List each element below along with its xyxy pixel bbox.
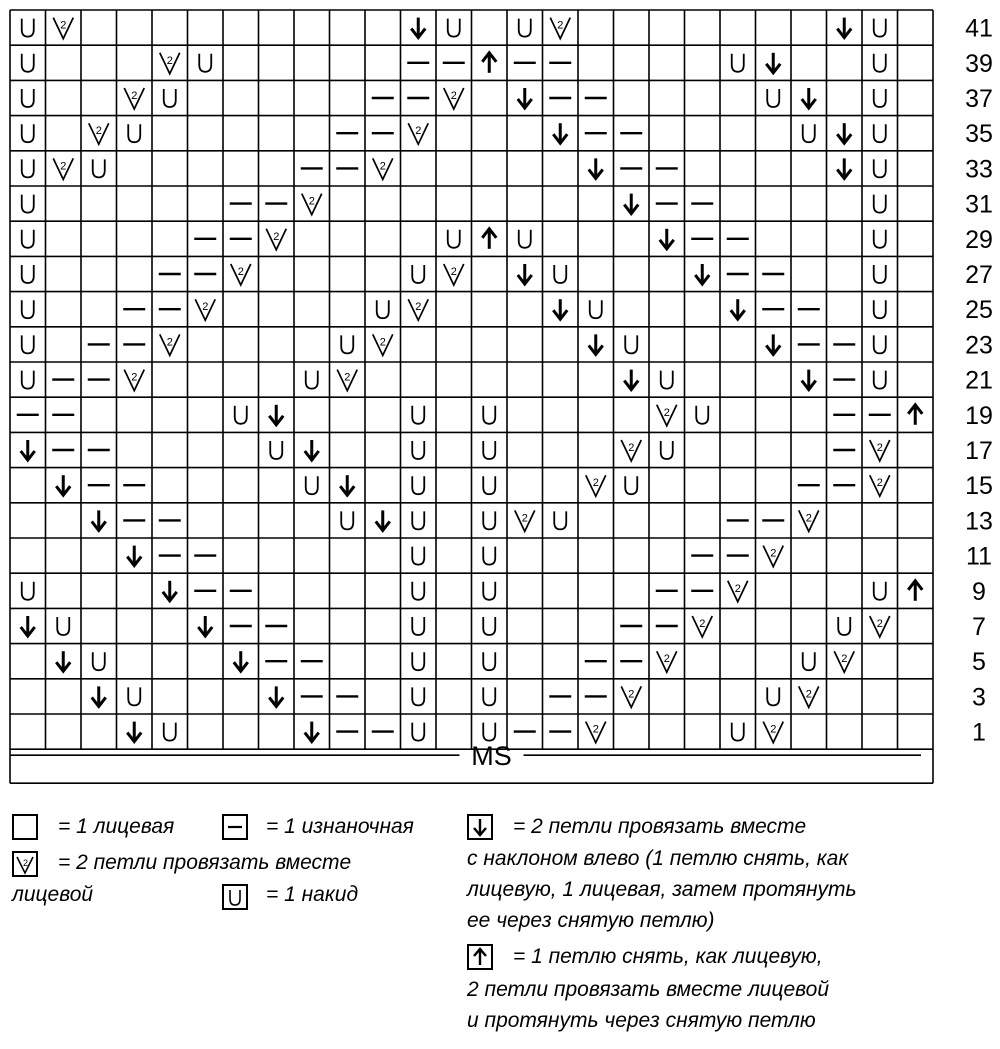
row-number: 5 [972,648,986,677]
svg-text:2: 2 [450,266,457,278]
yarn-over-symbol [625,335,637,353]
yarn-over-symbol [412,617,424,635]
yarn-over-symbol [483,441,495,459]
yarn-over-symbol [483,582,495,600]
svg-text:2: 2 [131,371,138,384]
svg-text:2: 2 [237,266,244,278]
yarn-over-symbol [22,265,34,283]
legend-k2tog-box [12,851,38,877]
yarn-over-symbol [554,265,566,283]
row-number: 33 [965,155,993,184]
yarn-over-symbol [128,124,140,142]
ssk-arrow-down [553,123,567,143]
yarn-over-symbol [448,19,460,37]
k2tog-symbol [124,370,144,391]
svg-text:2: 2 [521,512,528,525]
sk2p-arrow-up [908,581,922,601]
svg-text:2: 2 [273,230,280,243]
ssk-arrow-down [802,88,816,108]
k2tog-symbol [124,88,144,109]
ssk-arrow-down [411,18,425,38]
yarn-over-symbol [874,265,886,283]
k2tog-symbol [763,546,783,567]
legend-purl-box [222,814,248,840]
k2tog-symbol [444,264,464,285]
yarn-over-symbol [483,687,495,705]
yarn-over-symbol [412,687,424,705]
yarn-over-symbol [767,89,779,107]
row-number: 35 [965,120,993,149]
yarn-over-symbol [22,371,34,389]
svg-text:2: 2 [344,371,351,384]
svg-text:2: 2 [592,477,599,490]
yarn-over-icon [224,886,246,908]
yarn-over-symbol [696,406,708,424]
yarn-over-symbol [874,19,886,37]
row-number: 21 [965,366,993,395]
legend-k2tog-text-2: лицевой [12,883,94,906]
svg-text:2: 2 [734,582,741,595]
yarn-over-symbol [412,265,424,283]
ssk-arrow-down [56,475,70,495]
svg-text:2: 2 [202,301,209,314]
yarn-over-symbol [22,300,34,318]
k2tog-symbol [657,651,677,672]
yarn-over-symbol [412,511,424,529]
ssk-arrow-down [163,581,177,601]
k2tog-icon [14,853,36,875]
ssk-arrow-down [340,475,354,495]
k2tog-symbol [763,722,783,743]
row-number: 31 [965,190,993,219]
yarn-over-symbol [164,723,176,741]
ssk-arrow-down [234,651,248,671]
legend-ssk-box [467,814,493,840]
row-number: 7 [972,613,986,641]
yarn-over-symbol [22,159,34,177]
sk2p-arrow-up [908,405,922,425]
k2tog-symbol [408,123,428,144]
k2tog-symbol [160,53,180,74]
yarn-over-symbol [874,159,886,177]
ssk-arrow-down [589,334,603,354]
k2tog-symbol [692,616,712,637]
yarn-over-symbol [412,723,424,741]
ssk-arrow-down [198,616,212,636]
ssk-arrow-down [837,123,851,143]
row-number: 3 [972,683,986,712]
ssk-arrow-down [731,299,745,319]
yarn-over-symbol [732,723,744,741]
ssk-arrow-down [269,405,283,425]
yarn-over-symbol [22,124,34,142]
svg-text:2: 2 [131,90,138,102]
yarn-over-symbol [22,582,34,600]
row-number: 29 [965,225,993,254]
k2tog-symbol [302,194,322,215]
yarn-over-symbol [412,582,424,600]
ssk-arrow-down [92,510,106,530]
yarn-over-symbol [732,54,744,72]
svg-text:2: 2 [592,723,599,736]
yarn-over-symbol [164,89,176,107]
arrow-up-icon [469,946,491,968]
yarn-over-symbol [270,441,282,459]
legend-ssk-text-3: лицевую, 1 лицевая, затем протянуть [467,878,857,901]
ssk-arrow-down [127,722,141,742]
legend-knit-text: = 1 лицевая [58,815,175,838]
yarn-over-symbol [661,371,673,389]
yarn-over-symbol [412,476,424,494]
purl-icon [224,816,246,838]
legend-purl-text: = 1 изнаночная [266,815,414,838]
yarn-over-symbol [874,300,886,318]
yarn-over-symbol [874,371,886,389]
svg-text:2: 2 [415,301,422,314]
row-number: 15 [965,472,993,501]
k2tog-symbol [160,334,180,355]
k2tog-symbol [870,616,890,637]
row-number: 1 [972,718,986,747]
k2tog-symbol [621,440,641,461]
yarn-over-symbol [483,723,495,741]
ssk-arrow-down [695,264,709,284]
k2tog-symbol [266,229,286,250]
ssk-arrow-down [127,546,141,566]
yarn-over-symbol [483,617,495,635]
yarn-over-symbol [519,230,531,248]
legend-knit-box [12,814,38,840]
svg-text:2: 2 [805,688,812,701]
k2tog-symbol [586,475,606,496]
k2tog-symbol [870,475,890,496]
legend-ssk-text-1: = 2 петли провязать вместе [513,815,807,838]
yarn-over-symbol [22,19,34,37]
legend-yarnover-text: = 1 накид [266,883,359,906]
svg-text:2: 2 [663,406,670,419]
svg-text:2: 2 [770,547,777,560]
k2tog-symbol [337,370,357,391]
yarn-over-symbol [803,124,815,142]
k2tog-symbol [515,510,535,531]
sk2p-arrow-up [482,229,496,249]
ssk-arrow-down [21,616,35,636]
svg-text:2: 2 [166,336,173,349]
ssk-arrow-down [518,88,532,108]
svg-text:2: 2 [23,858,29,868]
k2tog-symbol [870,440,890,461]
svg-text:2: 2 [450,90,457,102]
yarn-over-symbol [93,652,105,670]
yarn-over-symbol [57,617,69,635]
yarn-over-symbol [661,441,673,459]
svg-text:2: 2 [663,653,670,666]
yarn-over-symbol [554,511,566,529]
yarn-over-symbol [874,54,886,72]
chart-grid [10,10,933,783]
yarn-over-symbol [519,19,531,37]
yarn-over-symbol [483,406,495,424]
yarn-over-symbol [874,582,886,600]
ssk-arrow-down [837,158,851,178]
yarn-over-symbol [22,230,34,248]
svg-text:2: 2 [557,19,564,32]
yarn-over-symbol [874,124,886,142]
ssk-arrow-down [305,440,319,460]
row-number: 37 [965,85,993,113]
svg-text:2: 2 [166,54,173,67]
yarn-over-symbol [625,476,637,494]
ssk-arrow-down [92,686,106,706]
legend-yarnover-box [222,884,248,910]
row-number: 27 [965,261,993,289]
svg-text:2: 2 [876,477,883,490]
ms-label: MS [471,741,512,772]
svg-text:2: 2 [699,618,706,630]
ssk-arrow-down [269,686,283,706]
yarn-over-symbol [128,687,140,705]
legend-ssk-text-4: ее через снятую петлю) [467,909,715,932]
legend-sk2p-text-3: и протянуть через снятую петлю [467,1009,816,1032]
yarn-over-symbol [306,371,318,389]
svg-text:2: 2 [628,442,635,454]
yarn-over-symbol [803,652,815,670]
legend-sk2p-text-2: 2 петли провязать вместе лицевой [467,978,830,1001]
row-number: 9 [972,577,986,606]
legend-ssk-text-2: с наклоном влево (1 петлю снять, как [467,847,849,870]
legend-sk2p-text-1: = 1 петлю снять, как лицевую, [513,945,823,968]
svg-text:2: 2 [876,442,883,454]
yarn-over-symbol [377,300,389,318]
yarn-over-symbol [448,230,460,248]
row-number: 19 [965,401,993,430]
yarn-over-symbol [235,406,247,424]
k2tog-symbol [444,88,464,109]
row-number: 17 [965,437,993,465]
yarn-over-symbol [199,54,211,72]
yarn-over-symbol [412,441,424,459]
k2tog-symbol [195,299,215,320]
row-number: 23 [965,331,993,360]
k2tog-symbol [53,18,73,39]
row-number: 25 [965,296,993,325]
k2tog-symbol [53,158,73,179]
ssk-arrow-down [305,722,319,742]
yarn-over-symbol [874,89,886,107]
ssk-arrow-down [376,510,390,530]
yarn-over-symbol [767,687,779,705]
ssk-arrow-down [766,334,780,354]
yarn-over-symbol [412,547,424,565]
legend-sk2p-box [467,944,493,970]
svg-text:2: 2 [805,512,812,525]
svg-text:2: 2 [415,125,422,138]
k2tog-symbol [231,264,251,285]
row-number: 13 [965,507,993,536]
legend-k2tog-text-1: = 2 петли провязать вместе [58,851,352,874]
ssk-arrow-down [837,18,851,38]
k2tog-symbol [408,299,428,320]
svg-text:2: 2 [628,688,635,701]
yarn-over-symbol [22,89,34,107]
yarn-over-symbol [483,547,495,565]
ssk-arrow-down [624,194,638,214]
ssk-arrow-down [21,440,35,460]
svg-text:2: 2 [379,160,386,173]
ssk-arrow-down [624,370,638,390]
yarn-over-symbol [483,476,495,494]
svg-text:2: 2 [60,160,67,173]
svg-text:2: 2 [308,195,315,208]
svg-text:2: 2 [876,618,883,630]
ssk-arrow-down [660,229,674,249]
k2tog-symbol [586,722,606,743]
row-number: 11 [966,542,992,571]
yarn-over-symbol [874,230,886,248]
yarn-over-symbol [22,54,34,72]
k2tog-symbol [550,18,570,39]
k2tog-symbol [728,581,748,602]
row-number: 41 [965,14,993,43]
svg-text:2: 2 [60,19,67,32]
svg-text:2: 2 [841,653,848,666]
k2tog-symbol [799,686,819,707]
svg-text:2: 2 [95,125,102,138]
yarn-over-symbol [22,335,34,353]
ssk-arrow-down [766,53,780,73]
yarn-over-symbol [483,652,495,670]
yarn-over-symbol [483,511,495,529]
yarn-over-symbol [838,617,850,635]
yarn-over-symbol [874,195,886,213]
ssk-arrow-down [589,158,603,178]
ssk-arrow-down [518,264,532,284]
ssk-arrow-down [802,370,816,390]
ssk-arrow-down [553,299,567,319]
k2tog-symbol [657,405,677,426]
yarn-over-symbol [590,300,602,318]
yarn-over-symbol [412,652,424,670]
row-number: 39 [965,49,993,78]
k2tog-symbol [373,334,393,355]
svg-text:2: 2 [770,723,777,736]
yarn-over-symbol [874,335,886,353]
yarn-over-symbol [341,335,353,353]
svg-text:2: 2 [379,336,386,349]
k2tog-symbol [373,158,393,179]
k2tog-symbol [834,651,854,672]
sk2p-arrow-up [482,53,496,73]
arrow-down-icon [469,816,491,838]
yarn-over-symbol [306,476,318,494]
k2tog-symbol [799,510,819,531]
ssk-arrow-down [56,651,70,671]
k2tog-symbol [621,686,641,707]
yarn-over-symbol [22,195,34,213]
yarn-over-symbol [341,511,353,529]
yarn-over-symbol [93,159,105,177]
yarn-over-symbol [412,406,424,424]
k2tog-symbol [89,123,109,144]
